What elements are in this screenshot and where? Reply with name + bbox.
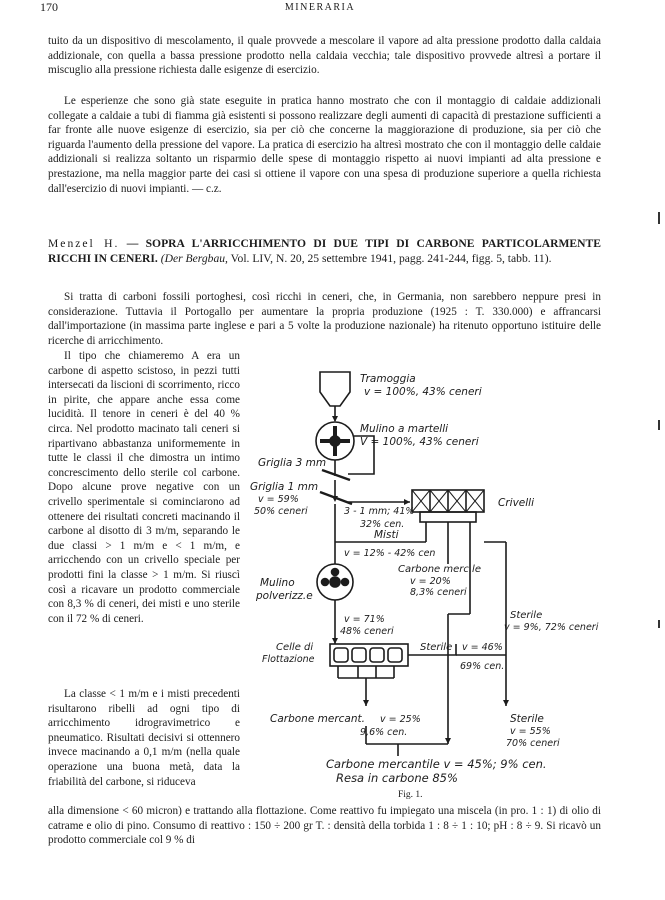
figure-caption: Fig. 1.: [398, 790, 423, 800]
arrow: [503, 700, 509, 706]
label-celle-2: Flottazione: [262, 654, 315, 665]
arrow: [332, 638, 338, 644]
label-griglia-1-c: 50% ceneri: [254, 506, 308, 517]
label-carbone-mercantile: Carbone mercantile v = 45%; 9% cen.: [326, 757, 547, 771]
page-number: 170: [40, 0, 58, 14]
label-sterile-2-v: v = 46%: [462, 642, 503, 653]
pulverizer-hub: [330, 577, 340, 587]
label-sterile-1: Sterile: [510, 610, 543, 621]
label-classe-ceneri: 32% cen.: [360, 519, 405, 530]
label-crivelli: Crivelli: [498, 497, 534, 509]
label-sterile-2-c: 69% cen.: [460, 661, 505, 672]
label-tramoggia-value: v = 100%, 43% ceneri: [364, 386, 482, 398]
running-head: MINERARIA: [284, 2, 356, 13]
label-mulino-polv-c: 48% ceneri: [340, 626, 394, 637]
label-carbone-mercant-v: v = 25%: [380, 714, 421, 725]
paragraph-intro: Si tratta di carboni fossili portoghesi, così ricchi in ceneri, che, in Germania, non sarebbero neppure presi in considerazione. Tuttavia il Portogallo per aumentare la propria produzione (1925 : T. 330.000) e affrancarsi dall'importazione (in massima parte inglese e pari a 5 volte la produzione nazionale) ha ritenuto opportuno istituire delle ricerche di arricchimento.: [48, 291, 601, 347]
label-carbone-merc-c: 8,3% ceneri: [410, 587, 467, 598]
scan-margin-mark: [658, 620, 660, 628]
article-title: SOPRA L'ARRICCHIMENTO DI DUE TIPI DI CARBONE PARTICOLARMENTE RICCHI IN CENERI.: [48, 237, 601, 265]
label-mulino-martelli: Mulino a martelli: [360, 423, 449, 435]
article-dash: —: [126, 237, 139, 250]
jig-base: [420, 512, 476, 522]
label-mulino-polv-1: Mulino: [260, 577, 295, 589]
flotation-cell: [388, 648, 402, 662]
article-heading: [48, 236, 601, 266]
article-source: (Der Bergbau,: [160, 252, 228, 265]
label-tramoggia: Tramoggia: [360, 373, 416, 385]
flotation-cell: [352, 648, 366, 662]
label-sterile-3-c: 70% ceneri: [506, 738, 560, 749]
label-celle-1: Celle di: [276, 642, 314, 653]
paragraph-fine-class: La classe < 1 m/m e i misti precedenti risultarono ribelli ad ogni tipo di arricchimento idrogravimetrico e pneumatico. Risultati decisivi si ottennero invece macinando a 0,1 m/m (nella quale operazione una buona metà, data la friabilità del carbone, si riduceva: [48, 688, 240, 788]
label-sterile-2: Sterile: [420, 642, 453, 653]
label-carbone-merc-v: v = 20%: [410, 576, 451, 587]
label-griglia-1: Griglia 1 mm: [250, 481, 319, 493]
paragraph-boilers: Le esperienze che sono già state eseguite in pratica hanno mostrato che con il montaggio di caldaie addizionali collegate a caldaie a tubi di fiamma già esistenti si possono realizzare degli aumenti di capacità di prestazione sufficienti a far fronte alle nuove esigenze di esercizio, sia per ciò che concerne la maggiorazione di produzione, sia per ciò che riguarda l'aumento della pressione del vapore. La pratica di esercizio ha altresì mostrato che con il montaggio delle caldaie addizionali si realizza soltanto un risparmio delle spese di montaggio rispetto ai nuovi impianti ad alta pressione e prestazione, ma nella maggior parte dei casi si ottiene il vapore con una spesa di produzione superiore a quella richiesta dall'esercizio di nuovi impianti. — c.z.: [48, 95, 601, 195]
pulverizer-ball: [342, 579, 349, 586]
label-sterile-3-v: v = 55%: [510, 726, 551, 737]
grid-3mm-shape: [322, 470, 350, 480]
label-classe: 3 - 1 mm; 41%: [344, 506, 415, 517]
label-mulino-martelli-value: V = 100%, 43% ceneri: [360, 436, 479, 448]
label-carbone-mercant-c: 9,6% cen.: [360, 727, 408, 738]
label-misti-value: v = 12% - 42% cen: [344, 548, 436, 559]
flotation-cell: [370, 648, 384, 662]
paragraph-type-a: Il tipo che chiameremo A era un carbone di aspetto scistoso, in pezzi tutti intersecati da liscioni di scorrimento, ricco in pirite, che appare anche essa come lucidità. Il tenore in ceneri è del 40 % circa. Nel prodotto macinato tali ceneri si ripartivano abbastanza uniformemente in tutte le classi il che dimostra un intimo concrescimento dello sterile col carbone. Dopo alcune prove negative con un crivello sperimentale si cominciarono ad ottenere dei risultati concreti macinando il carbone al disotto di 3 m/m, separando le due classi > 1 m/m e < 1 m/m, e arricchendo con un crivello speciale per prodotti fini la classe > 1 m/m. Si riuscì così a ricavare un prodotto commerciale con 8,3 % di ceneri, dei misti e uno sterile con il 72 % di ceneri.: [48, 350, 240, 625]
paragraph-flotation: alla dimensione < 60 micron) e trattando alla flottazione. Come reattivo fu impiegato una miscela (in pro. 1 : 1) di olio di catrame e olio di pino. Consumo di reattivo : 150 ÷ 200 gr T. : densità della torbida 1 : 8 ÷ 1 : 10; pH : 8 ÷ 9. Si ricavò un prodotto commerciale col 9 % di: [48, 805, 601, 847]
arrow: [445, 738, 451, 744]
arrow: [404, 499, 410, 505]
scan-margin-mark: [658, 420, 660, 430]
label-resa: Resa in carbone 85%: [336, 771, 458, 785]
flow-diagram-figure: [248, 366, 603, 786]
scan-margin-mark: [658, 212, 660, 224]
label-carbone-merc: Carbone merc.le: [398, 564, 481, 575]
hopper-shape: [320, 372, 350, 406]
article-author: Menzel H.: [48, 237, 120, 250]
label-sterile-3: Sterile: [510, 713, 544, 725]
flotation-cell: [334, 648, 348, 662]
label-mulino-polv-v: v = 71%: [344, 614, 385, 625]
arrow: [363, 700, 369, 706]
arrow: [332, 416, 338, 422]
flow-diagram: [248, 366, 603, 786]
label-griglia-3: Griglia 3 mm: [258, 457, 327, 469]
label-misti: Misti: [374, 529, 399, 541]
article-reference: Vol. LIV, N. 20, 25 settembre 1941, pagg. 241-244, figg. 5, tabb. 11).: [230, 252, 552, 265]
label-carbone-mercant: Carbone mercant.: [270, 713, 365, 725]
pulverizer-ball: [332, 569, 339, 576]
label-griglia-1-v: v = 59%: [258, 494, 299, 505]
paragraph-continuation: tuito da un dispositivo di mescolamento, il quale provvede a mescolare il vapore ad alta pressione prodotto dalla caldaia addizionale, con quella a bassa pressione prodotto nella caldaia vecchia; tale dispositivo provvede altresì a portare il miscuglio alla pressione richiesta dalle esigenze di esercizio.: [48, 35, 601, 77]
label-mulino-polv-2: polverizz.e: [256, 590, 313, 602]
label-sterile-1-v: v = 9%, 72% ceneri: [504, 622, 599, 633]
page-header: [40, 0, 600, 16]
pulverizer-ball: [322, 579, 329, 586]
